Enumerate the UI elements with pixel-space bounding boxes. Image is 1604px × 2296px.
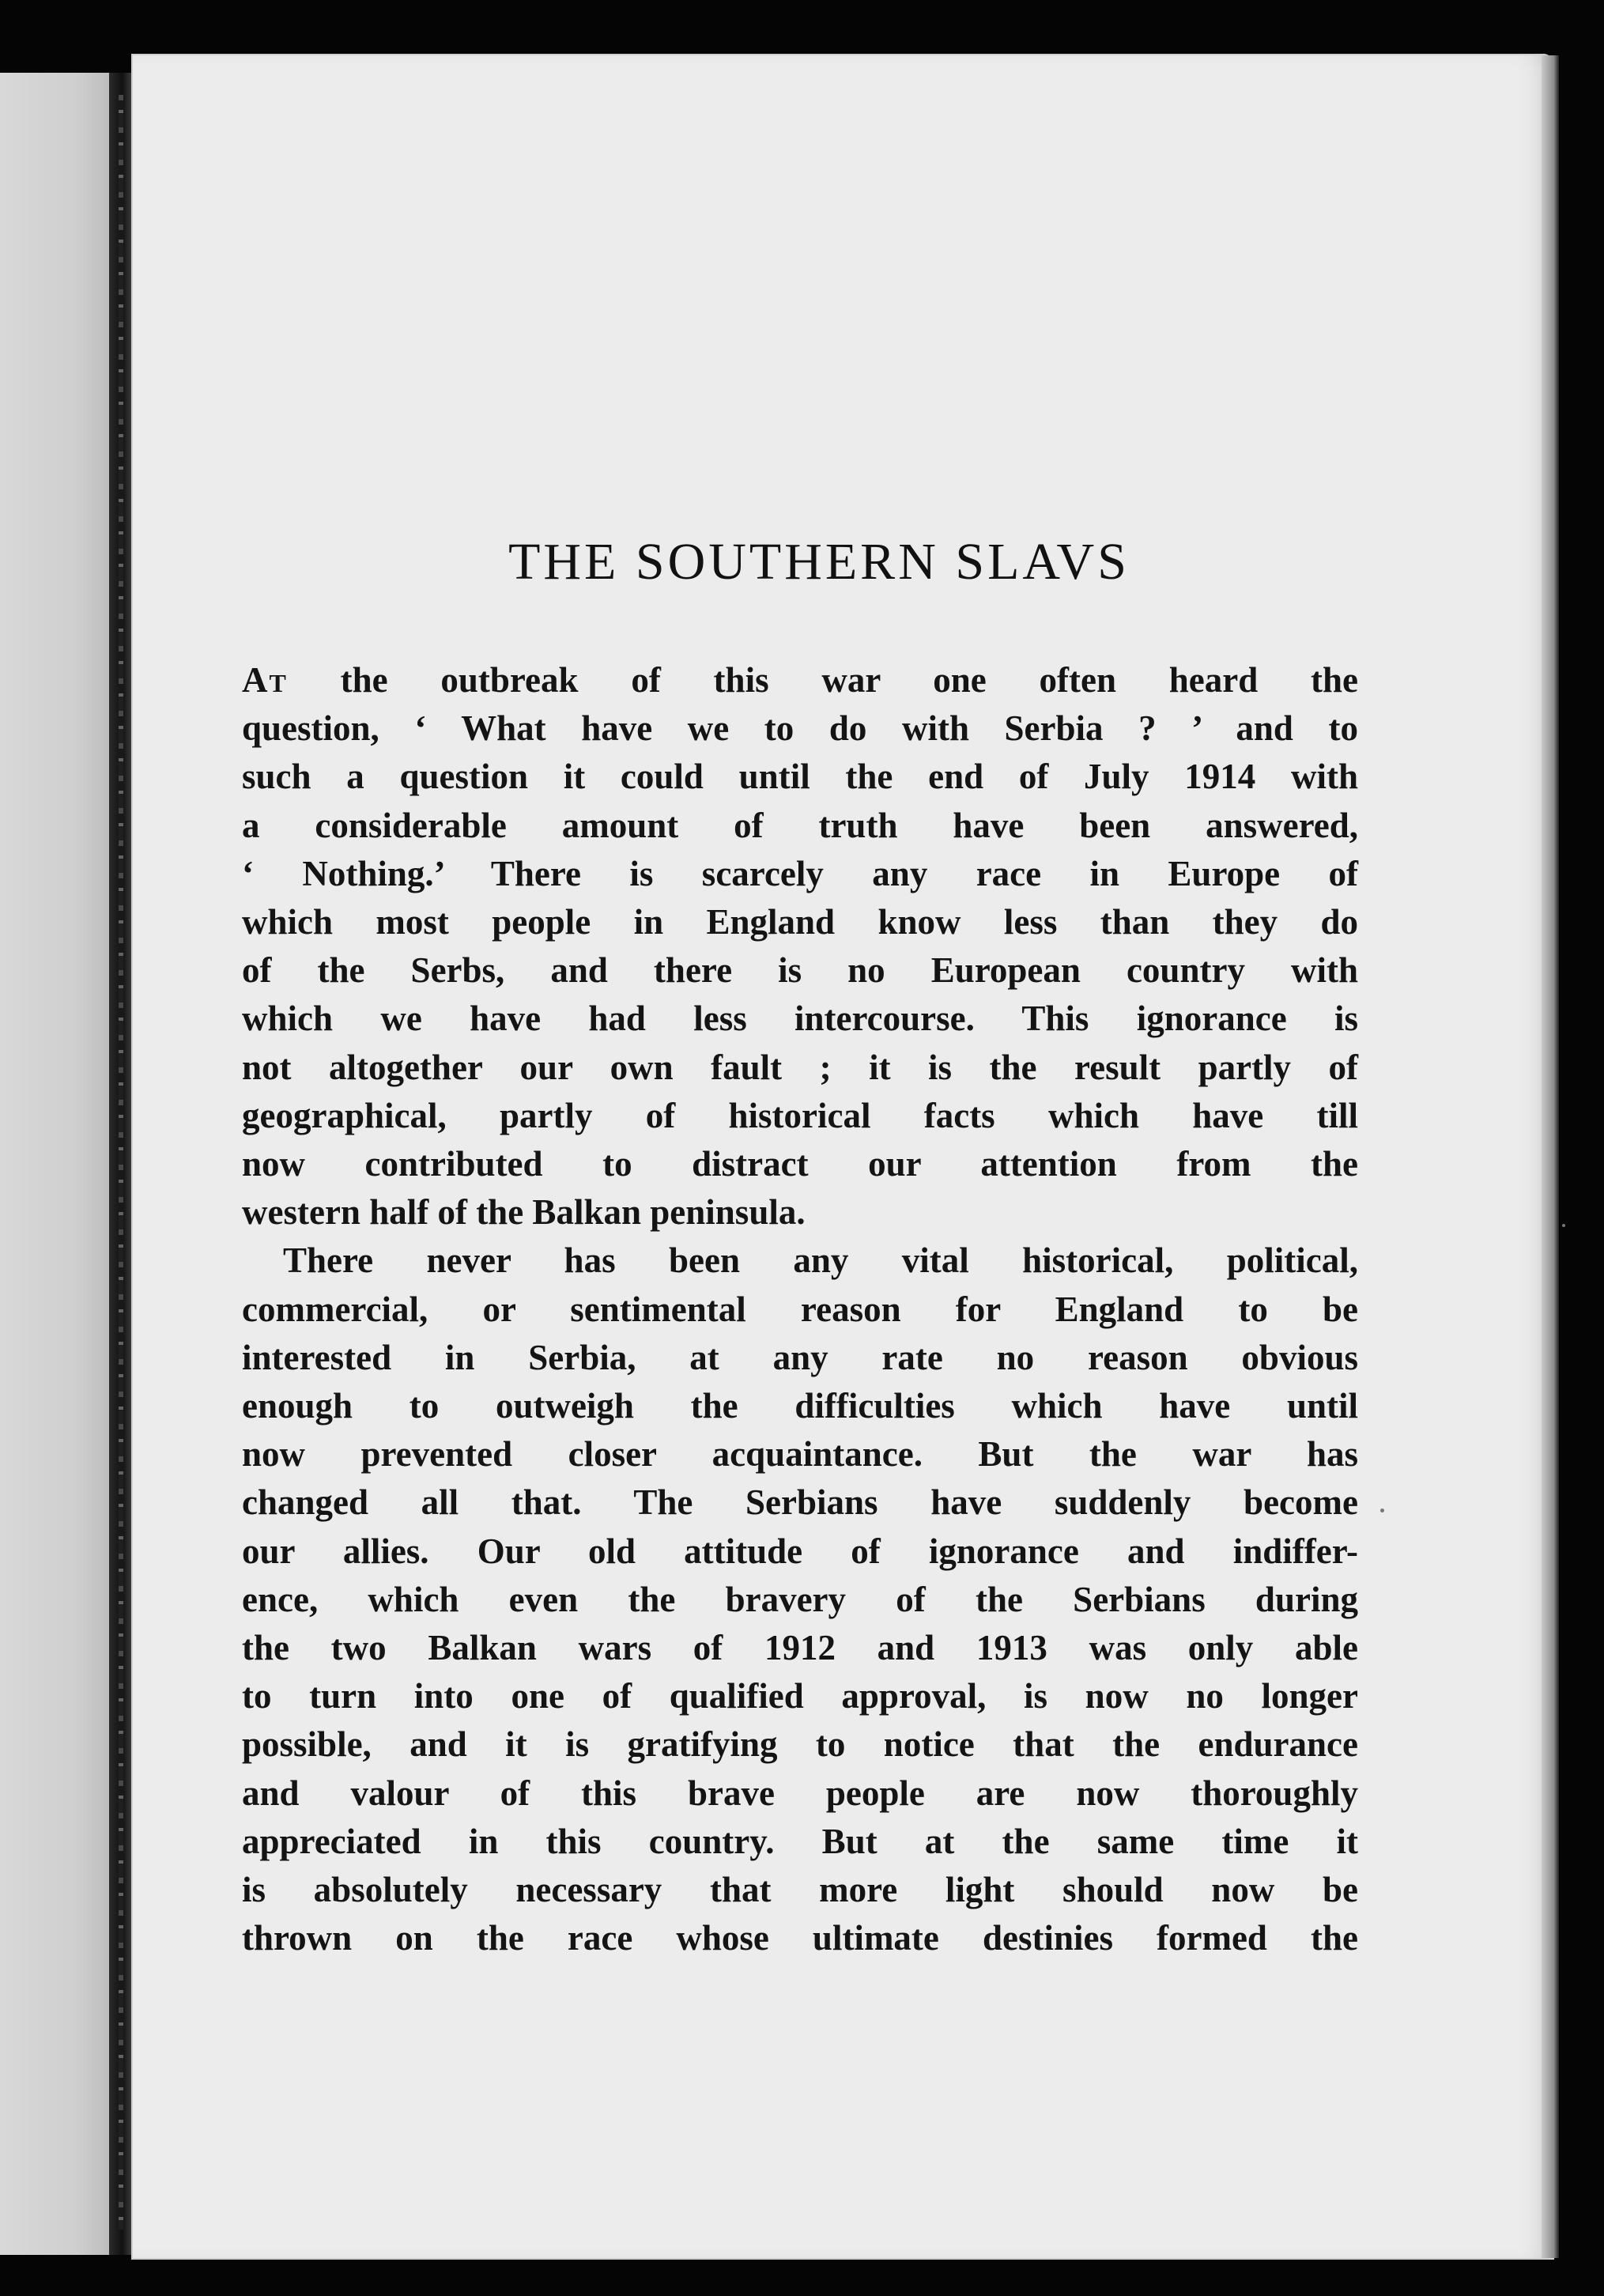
text-line: interested in Serbia, at any rate no reason obvious — [242, 1337, 1358, 1377]
text-line: now contributed to distract our attention from the — [242, 1144, 1358, 1184]
lead-word: At — [242, 660, 288, 700]
text-line: western half of the Balkan peninsula. — [242, 1192, 806, 1233]
text-line: is absolutely necessary that more light should now be — [242, 1870, 1358, 1910]
text-line: to turn into one of qualified approval, is now no longer — [242, 1676, 1358, 1716]
text-line: thrown on the race whose ultimate destinies formed the — [242, 1918, 1358, 1958]
page-right-edge — [1542, 55, 1559, 2258]
text-line: ‘ Nothing.’ There is scarcely any race in Europe of — [242, 853, 1358, 893]
text-line: commercial, or sentimental reason for England to be — [242, 1289, 1358, 1329]
text-line: and valour of this brave people are now thoroughly — [242, 1773, 1358, 1813]
text-line: which we have had less intercourse. This ignorance is — [242, 999, 1358, 1039]
text-line: enough to outweigh the difficulties which have until — [242, 1386, 1358, 1426]
text-line: changed all that. The Serbians have suddenly become — [242, 1482, 1358, 1523]
text-line: not altogether our own fault ; it is the result partly of — [242, 1047, 1358, 1087]
paper-speck — [1562, 1224, 1565, 1227]
gutter-texture — [119, 95, 123, 2230]
text-line: appreciated in this country. But at the same time it — [242, 1821, 1358, 1861]
chapter-title: THE SOUTHERN SLAVS — [508, 533, 1130, 591]
text-line: geographical, partly of historical facts which have till — [242, 1095, 1358, 1135]
text-line — [242, 656, 1358, 704]
text-line: now prevented closer acquaintance. But the war has — [242, 1434, 1358, 1475]
text-line: There never has been any vital historical, political, — [283, 1241, 1358, 1281]
text-line: question, ‘ What have we to do with Serbia ? ’ and to — [242, 708, 1358, 749]
text-line: the two Balkan wars of 1912 and 1913 was only able — [242, 1628, 1358, 1668]
body-text — [242, 656, 1358, 1962]
text-line: our allies. Our old attitude of ignorance and indiffer- — [242, 1531, 1358, 1571]
text-line: which most people in England know less than they do — [242, 902, 1358, 942]
first-line-text: the outbreak of this war one often heard the — [340, 660, 1359, 700]
book-page — [131, 54, 1554, 2260]
text-line: such a question it could until the end of July 1914 with — [242, 757, 1358, 797]
text-line: possible, and it is gratifying to notice that the endurance — [242, 1724, 1358, 1765]
facing-page-edge — [0, 73, 109, 2255]
text-line: a considerable amount of truth have been answered, — [242, 805, 1358, 845]
text-line: of the Serbs, and there is no European country with — [242, 950, 1358, 991]
text-line: ence, which even the bravery of the Serbians during — [242, 1579, 1358, 1619]
paper-speck — [1380, 1509, 1384, 1512]
